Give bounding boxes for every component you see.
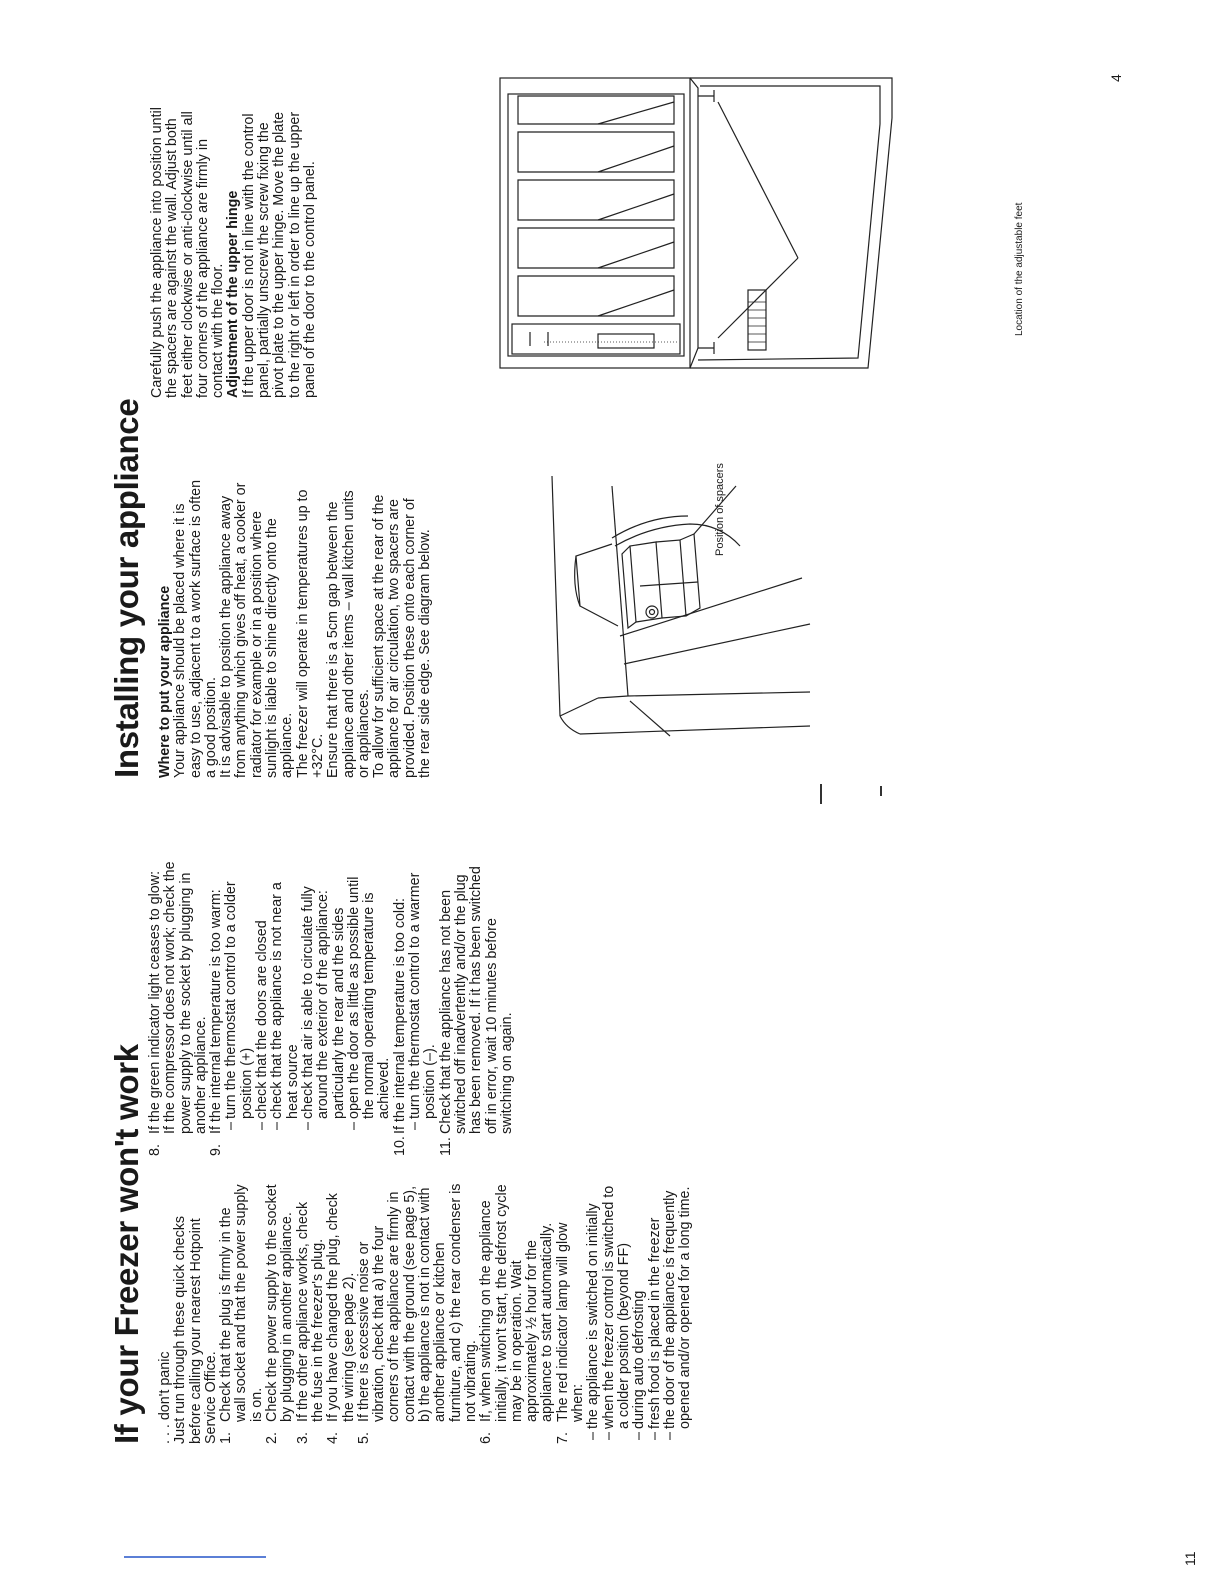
list-item: – open the door as little as possible until the normal operating temperature is achieved. xyxy=(347,858,393,1130)
feet-hinge-section xyxy=(150,98,318,398)
check-list-continued xyxy=(148,858,515,1156)
scan-mark xyxy=(820,784,822,804)
list-item: – the door of the appliance is frequently opened and/or opened for a long time. xyxy=(663,1182,694,1440)
list-item: 6. If, when switching on the appliance initially, it won't start, the defrost cycle may be in operation. Wait approximately ½ hour for the appliance to start automatically. xyxy=(478,1184,556,1444)
where-section xyxy=(158,478,433,778)
scan-mark xyxy=(880,786,882,796)
list-item: 1. Check that the plug is firmly in the wall socket and that the power supply is on. xyxy=(218,1184,265,1444)
list-item: – check that the doors are closed xyxy=(255,858,270,1130)
scan-edge-line xyxy=(124,1556,266,1558)
too-cold-actions xyxy=(408,858,439,1134)
where-para: It is advisable to position the appliance away from anything which gives off heat, a cooker or radiator for example or in a position where sunlight is liable to shine directly onto the appliance. xyxy=(218,482,296,778)
list-item: 5. If there is excessive noise or vibration, check that a) the four corners of the appliance are firmly in contact with the ground (see page 5), b) the appliance is not in contact with another appliance or kitchen furniture, and c) the rear condenser is not vibrating. xyxy=(355,1183,479,1444)
list-item: 3. If the other appliance works, check the fuse in the freezer's plug. xyxy=(294,1201,326,1444)
list-item: 8. If the green indicator light ceases to glow: If the compressor does not work; check the power supply to the socket by plugging in another appliance. xyxy=(147,861,209,1156)
where-para: To allow for sufficient space at the rear of the appliance for air circulation, two spacers are provided. Position these onto each corner of the rear side edge. See diagram below. xyxy=(371,494,434,778)
intro-checks: Just run through these quick checks before calling your nearest Hotpoint Service Office. xyxy=(172,1215,219,1444)
hinge-title: Adjustment of the upper hinge xyxy=(225,190,242,398)
list-item: – check that air is able to circulate fully around the exterior of the appliance: particularly the rear and the sides xyxy=(301,858,347,1130)
where-title: Where to put your appliance xyxy=(157,585,173,778)
troubleshooting-heading: If your Freezer won't work xyxy=(108,1044,145,1444)
too-warm-actions xyxy=(224,858,392,1134)
list-item: – check that the appliance is not near a heat source xyxy=(270,858,301,1130)
where-para: Ensure that there is a 5cm gap between the appliance and other items – wall kitchen units or appliances. xyxy=(325,490,372,778)
list-item: 11. Check that the appliance has not been switched off inadvertently and/or the plug has been removed. If it has been switched off in error, wait 10 minutes before switching on again. xyxy=(437,866,515,1156)
page-number-left: 11 xyxy=(1182,1551,1198,1566)
spacer-diagram xyxy=(540,456,820,756)
list-item: 2. Check the power supply to the socket by plugging in another appliance. xyxy=(264,1184,296,1444)
page-number-right: 4 xyxy=(1108,74,1124,82)
where-para: The freezer will operate in temperatures up to +32°C. xyxy=(294,489,326,778)
freezer-diagram xyxy=(478,68,916,408)
red-lamp-conditions xyxy=(586,1182,693,1444)
hinge-para: If the upper door is not in line with the control panel, partially unscrew the screw fixing the pivot plate to the upper hinge. Move the plate to the right or left in order to line up the upper panel of the door to the control panel. xyxy=(240,111,318,398)
feet-caption: Location of the adjustable feet xyxy=(1014,202,1025,336)
list-item: 10. If the internal temperature is too cold: – turn the thermostat control to a warmer position (–). xyxy=(393,858,439,1156)
troubleshooting-column-2 xyxy=(148,858,515,1156)
check-list xyxy=(219,1182,693,1444)
list-item: 7. The red indicator lamp will glow when: – the appliance is switched on initially – when the freezer control is switched to a colder position (beyond FF) – during auto defrosting – fresh food is placed in the freezer – the door of the appliance is frequently opened and/or opened for a long time. xyxy=(556,1182,694,1444)
feet-para: Carefully push the appliance into position until the spacers are against the wall. Adjust both feet either clockwise or anti-clockwise until all four corners of the appliance are firmly in contact with the floor. xyxy=(149,107,227,398)
intro-dont-panic: . . . don't panic xyxy=(157,1351,173,1444)
list-item: – the appliance is switched on initially xyxy=(586,1182,601,1440)
list-item: – fresh food is placed in the freezer xyxy=(648,1182,663,1440)
list-item: – turn the thermostat control to a warmer position (–). xyxy=(408,858,439,1130)
spacers-caption: Position of spacers xyxy=(714,463,726,556)
list-item: – turn the thermostat control to a colder position (+) xyxy=(224,858,255,1130)
troubleshooting-column-1 xyxy=(158,1182,693,1444)
list-item: 9. If the internal temperature is too warm: – turn the thermostat control to a colder position (+) – check that the doors are closed – check that the appliance is not near a heat source – check that air is able to circulate fully around the exterior of the appliance: particularly the rear and the sides – open the door as little as possible until the normal operating temperature is achieved. xyxy=(209,858,393,1156)
list-item: 4. If you have changed the plug, check the wiring (see page 2). xyxy=(325,1193,357,1444)
installing-heading: Installing your appliance xyxy=(108,398,145,778)
list-item: – during auto defrosting xyxy=(632,1182,647,1440)
where-para: Your appliance should be placed where it is easy to use, adjacent to a work surface is often a good position. xyxy=(172,479,219,778)
list-item: – when the freezer control is switched to a colder position (beyond FF) xyxy=(602,1182,633,1440)
